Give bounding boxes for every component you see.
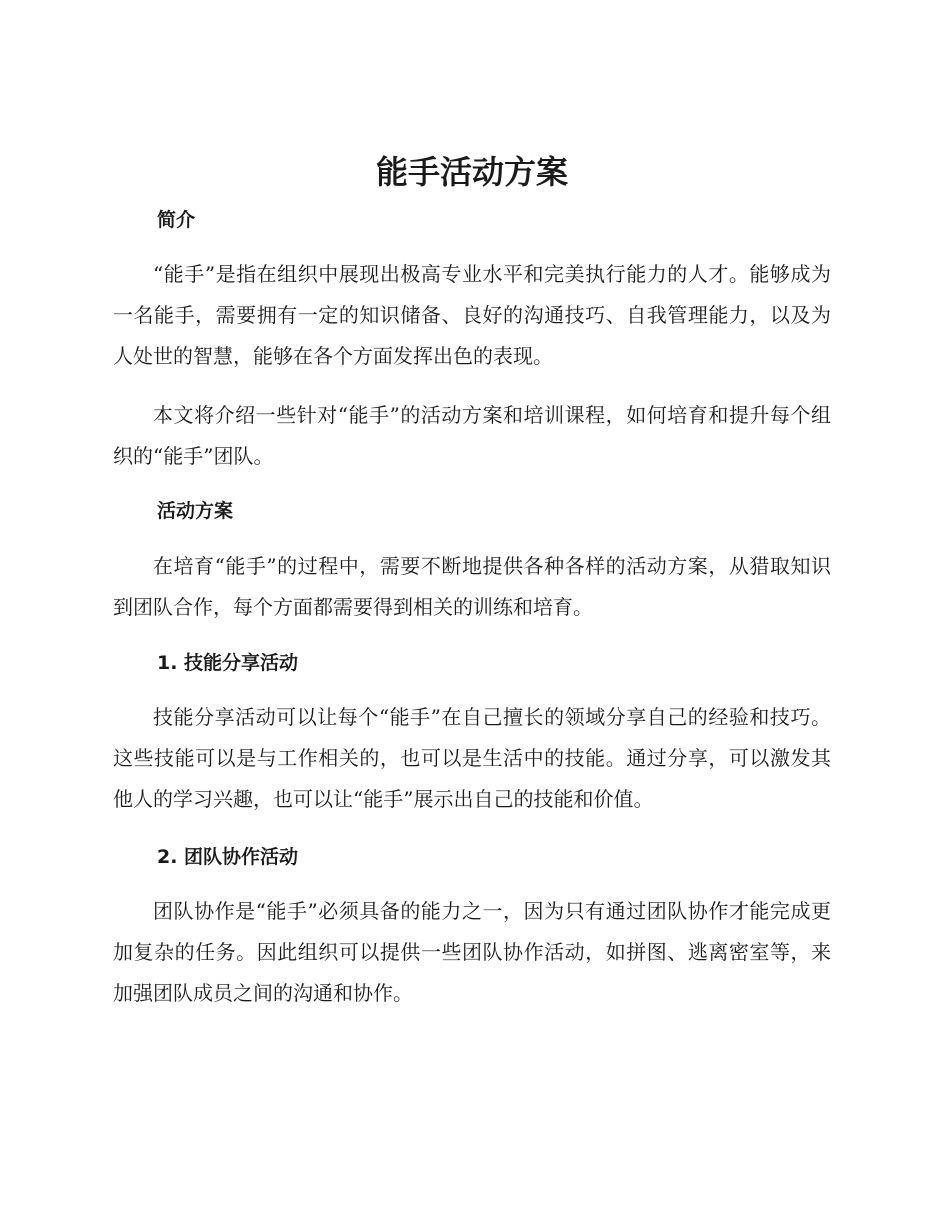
paragraph-item2: 团队协作是“能手”必须具备的能力之一，因为只有通过团队协作才能完成更加复杂的任务。因此组织可以提供一些团队协作活动，如拼图、逃离密室等，来加强团队成员之间的沟通和协作。 bbox=[113, 899, 831, 1005]
section-heading-plan: 活动方案 bbox=[157, 500, 234, 522]
paragraph-intro-1: “能手”是指在组织中展现出极高专业水平和完美执行能力的人才。能够成为一名能手，需要拥有一定的知识储备、良好的沟通技巧、自我管理能力，以及为人处世的智慧，能够在各个方面发挥出色的表现。 bbox=[113, 262, 831, 368]
section-heading-intro: 简介 bbox=[157, 209, 196, 231]
paragraph-item1: 技能分享活动可以让每个“能手”在自己擅长的领域分享自己的经验和技巧。这些技能可以是与工作相关的，也可以是生活中的技能。通过分享，可以激发其他人的学习兴趣，也可以让“能手”展示出自己的技能和价值。 bbox=[113, 705, 831, 811]
paragraph-plan-1: 在培育“能手”的过程中，需要不断地提供各种各样的活动方案，从猎取知识到团队合作，每个方面都需要得到相关的训练和培育。 bbox=[113, 554, 831, 619]
paragraph-intro-2: 本文将介绍一些针对“能手”的活动方案和培训课程，如何培育和提升每个组织的“能手”团队。 bbox=[113, 403, 831, 468]
section-heading-item1: 1. 技能分享活动 bbox=[157, 652, 299, 674]
section-heading-item2: 2. 团队协作活动 bbox=[157, 846, 299, 868]
page-title: 能手活动方案 bbox=[375, 153, 568, 191]
